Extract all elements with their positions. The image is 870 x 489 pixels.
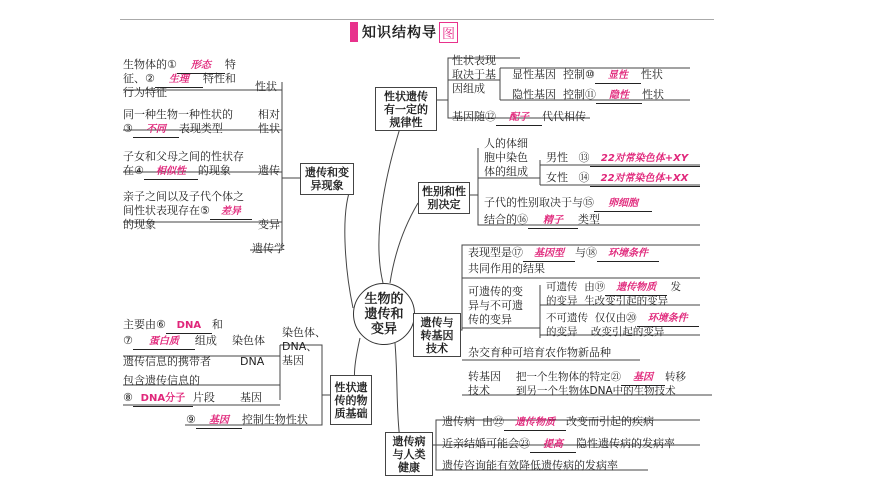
chromo-def-line1: 主要由⑥ DNA 和 (123, 318, 223, 334)
phenotype-line2: 共同作用的结果 (468, 262, 545, 275)
answer-2: 生理 (155, 73, 203, 88)
gene-control: ⑨ 基因 控制生物性状 (186, 413, 308, 429)
answer-1: 形态 (177, 59, 225, 74)
answer-20: 环境条件 (637, 312, 699, 327)
male-row: 男性 ⑬ 22对常染色体+XY (546, 151, 700, 167)
label-relative-2: 性状 (258, 122, 280, 135)
title-text: 知识结构导 (362, 25, 437, 41)
node-sex-determination-label: 性别和性别决定 (422, 185, 466, 211)
gene-pass-row: 基因随⑫ 配子 代代相传 (452, 110, 586, 126)
label-gene: 基因 (240, 391, 262, 404)
answer-7: 蛋白质 (133, 335, 195, 350)
nonheritable-line1: 不可遗传 仅仅由⑳ 环境条件 (546, 311, 699, 327)
answer-22: 遗传物质 (504, 416, 566, 431)
her-def-line1: 子女和父母之间的性状存 (123, 150, 244, 163)
phenotype-line1: 表现型是⑰ 基因型 与⑱ 环境条件 (468, 246, 659, 262)
chromo-comp-line1: 人的体细 (484, 137, 528, 150)
answer-5: 差异 (210, 205, 252, 220)
node-material-basis (330, 375, 372, 425)
offspring-line1: 子代的性别取决于与⑮ 卵细胞 (484, 196, 652, 212)
node-trait-inheritance-label: 性状遗传有一定的规律性 (384, 89, 428, 129)
gene-def-line1: 包含遗传信息的 (123, 374, 200, 387)
var-def-line2: 间性状表现存在⑤ 差异 (123, 204, 252, 220)
answer-21: 基因 (621, 371, 665, 386)
node-heredity-variation (300, 163, 354, 195)
trait-expr-line2: 取决于基 (452, 68, 496, 81)
node-disease-health (385, 432, 433, 476)
transgenic-label-1: 转基因 (468, 370, 501, 383)
transgenic-label-2: 技术 (468, 384, 490, 397)
title-boxed-char: 图 (439, 22, 458, 43)
gene-def-line2: ⑧ DNA分子 片段 (123, 391, 215, 407)
node-genetic-tech-label: 遗传与转基因技术 (420, 315, 454, 355)
chromo-def-line2: ⑦ 蛋白质 组成 (123, 334, 217, 350)
label-variation: 变异 (258, 218, 280, 231)
trait-def-line2: 征、② 生理 特性和 (123, 72, 236, 88)
answer-15: 卵细胞 (594, 197, 652, 212)
nonheritable-line2: 的变异 改变引起的变异 (546, 326, 665, 338)
center-line-2: 遗传和 (364, 306, 404, 322)
answer-3: 不同 (133, 123, 179, 138)
dna-def: 遗传信息的携带者 (123, 355, 211, 368)
heritable-line2: 的变异 生改变引起的变异 (546, 295, 669, 307)
rel-def-line2: ③ 不同 表现类型 (123, 122, 223, 138)
variation-type-2: 异与不可遗 (468, 299, 523, 312)
chromo-comp-line3: 体的组成 (484, 165, 528, 178)
cross-breeding: 杂交育种可培育农作物新品种 (468, 346, 611, 359)
group-line2: DNA、 (282, 340, 318, 353)
label-heredity: 遗传 (258, 164, 280, 177)
center-topic (353, 283, 415, 345)
transgenic-def-line2: 到另一个生物体DNA中的生物技术 (516, 385, 676, 397)
answer-10: 显性 (595, 69, 641, 84)
counseling-line: 遗传咨询能有效降低遗传病的发病率 (442, 459, 618, 472)
node-sex-determination (418, 182, 470, 214)
disease-line: 遗传病 由㉒ 遗传物质 改变而引起的疾病 (442, 415, 654, 431)
heritable-line1: 可遗传 由⑲ 遗传物质 发 (546, 280, 681, 296)
variation-type-1: 可遗传的变 (468, 285, 523, 298)
label-dna: DNA (240, 355, 265, 368)
consanguinity-line: 近亲结婚可能会㉓ 提高 隐性遗传病的发病率 (442, 437, 675, 453)
answer-8: DNA分子 (133, 392, 193, 407)
answer-9: 基因 (196, 414, 242, 429)
variation-type-3: 传的变异 (468, 313, 512, 326)
label-chromosome: 染色体 (232, 334, 265, 347)
offspring-line2: 结合的⑯ 精子 类型 (484, 213, 600, 229)
answer-6: DNA (166, 319, 212, 334)
group-line3: 基因 (282, 354, 304, 367)
center-line-1: 生物的 (364, 291, 404, 307)
answer-23: 提高 (530, 438, 576, 453)
answer-19: 遗传物质 (605, 281, 667, 296)
group-line1: 染色体、 (282, 326, 326, 339)
transgenic-def-line1: 把一个生物体的特定㉑ 基因 转移 (516, 370, 686, 386)
trait-expr-line1: 性状表现 (452, 54, 496, 67)
answer-12: 配子 (496, 111, 542, 126)
chromo-comp-line2: 胞中染色 (484, 151, 528, 164)
dominant-row: 显性基因 控制⑩ 显性 性状 (512, 68, 663, 84)
label-genetics: 遗传学 (252, 242, 285, 255)
var-def-line1: 亲子之间以及子代个体之 (123, 190, 244, 203)
var-def-line3: 的现象 (123, 218, 156, 231)
answer-13: 22对常染色体+XY (590, 152, 700, 167)
trait-expr-line3: 因组成 (452, 82, 485, 95)
answer-11: 隐性 (596, 89, 642, 104)
recessive-row: 隐性基因 控制⑪ 隐性 性状 (512, 88, 664, 104)
node-trait-inheritance (375, 87, 437, 131)
node-heredity-variation-label: 遗传和变异现象 (305, 166, 349, 192)
answer-16: 精子 (528, 214, 578, 229)
node-genetic-tech (413, 313, 461, 357)
answer-4: 相似性 (144, 165, 198, 180)
answer-14: 22对常染色体+XX (590, 172, 700, 187)
label-relative-1: 相对 (258, 108, 280, 121)
label-trait: 性状 (255, 80, 277, 93)
her-def-line2: 在④ 相似性 的现象 (123, 164, 231, 180)
rel-def-line1: 同一种生物一种性状的 (123, 108, 233, 121)
answer-17: 基因型 (523, 247, 575, 262)
node-material-basis-label: 性状遗传的物质基础 (334, 380, 368, 420)
trait-def-line3: 行为特征 (123, 86, 167, 99)
center-line-3: 变异 (370, 321, 397, 337)
trait-def-line1: 生物体的① 形态 特 (123, 58, 236, 74)
node-disease-health-label: 遗传病与人类健康 (392, 434, 426, 474)
female-row: 女性 ⑭ 22对常染色体+XX (546, 171, 700, 187)
answer-18: 环境条件 (597, 247, 659, 262)
